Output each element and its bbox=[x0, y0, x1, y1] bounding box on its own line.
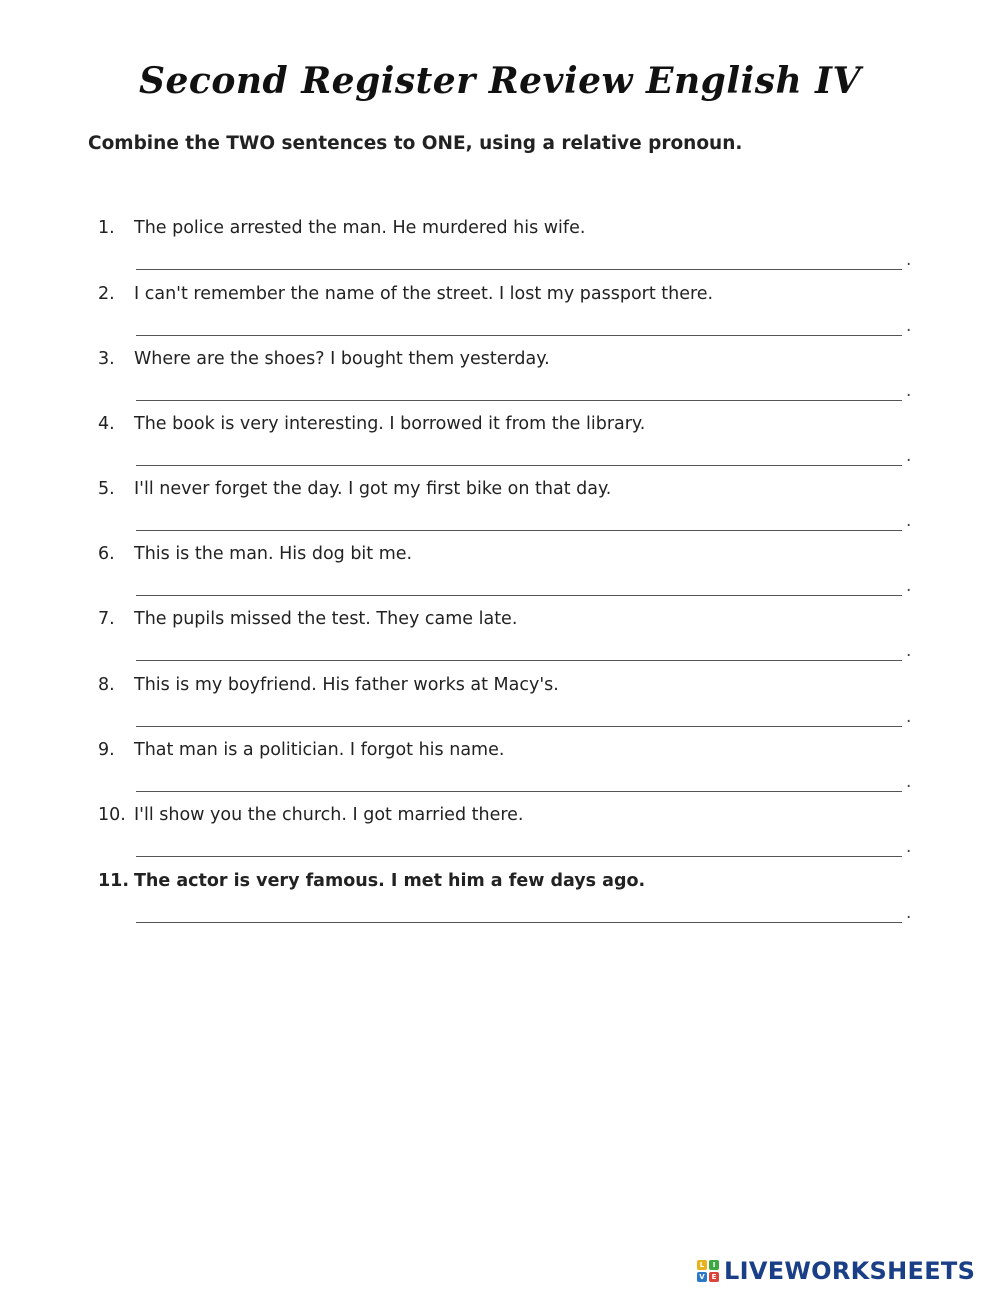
answer-input-11[interactable] bbox=[136, 893, 902, 923]
item-sentence: The pupils missed the test. They came late. bbox=[134, 609, 518, 629]
item-number: 4. bbox=[98, 414, 115, 434]
answer-period: . bbox=[906, 707, 912, 727]
answer-input-4[interactable] bbox=[136, 436, 902, 466]
item-number: 8. bbox=[98, 675, 115, 695]
item-number: 5. bbox=[98, 479, 115, 499]
item-number: 11. bbox=[98, 871, 130, 891]
item-sentence: I'll show you the church. I got married there. bbox=[134, 805, 524, 825]
answer-period: . bbox=[906, 576, 912, 596]
item-number: 1. bbox=[98, 218, 115, 238]
item-number: 10. bbox=[98, 805, 126, 825]
mark-letter-v: V bbox=[697, 1272, 707, 1282]
item-number: 2. bbox=[98, 284, 115, 304]
answer-period: . bbox=[906, 641, 912, 661]
item-sentence: This is my boyfriend. His father works at Macy's. bbox=[134, 675, 559, 695]
exercise-item-2 bbox=[0, 284, 1000, 350]
exercise-item-6 bbox=[0, 544, 1000, 610]
answer-period: . bbox=[906, 837, 912, 857]
answer-period: . bbox=[906, 316, 912, 336]
exercise-item-9 bbox=[0, 740, 1000, 806]
answer-input-5[interactable] bbox=[136, 501, 902, 531]
item-sentence: The actor is very famous. I met him a few days ago. bbox=[134, 871, 646, 891]
mark-letter-i: I bbox=[709, 1260, 719, 1270]
exercise-item-11 bbox=[0, 871, 1000, 937]
answer-period: . bbox=[906, 446, 912, 466]
mark-letter-e: E bbox=[709, 1272, 719, 1282]
item-sentence: Where are the shoes? I bought them yesterday. bbox=[134, 349, 550, 369]
exercise-item-1 bbox=[0, 218, 1000, 284]
item-sentence: I can't remember the name of the street. I lost my passport there. bbox=[134, 284, 714, 304]
item-number: 7. bbox=[98, 609, 115, 629]
answer-input-10[interactable] bbox=[136, 827, 902, 857]
item-sentence: That man is a politician. I forgot his name. bbox=[134, 740, 505, 760]
item-sentence: I'll never forget the day. I got my first bike on that day. bbox=[134, 479, 612, 499]
instructions: Combine the TWO sentences to ONE, using a relative pronoun. bbox=[88, 133, 743, 154]
item-number: 6. bbox=[98, 544, 115, 564]
liveworksheets-logo bbox=[697, 1256, 975, 1286]
answer-period: . bbox=[906, 511, 912, 531]
answer-period: . bbox=[906, 772, 912, 792]
answer-input-3[interactable] bbox=[136, 371, 902, 401]
exercise-item-3 bbox=[0, 349, 1000, 415]
answer-period: . bbox=[906, 903, 912, 923]
exercise-item-4 bbox=[0, 414, 1000, 480]
exercise-item-5 bbox=[0, 479, 1000, 545]
item-sentence: The book is very interesting. I borrowed it from the library. bbox=[134, 414, 646, 434]
answer-input-1[interactable] bbox=[136, 240, 902, 270]
answer-input-9[interactable] bbox=[136, 762, 902, 792]
answer-period: . bbox=[906, 250, 912, 270]
item-sentence: The police arrested the man. He murdered his wife. bbox=[134, 218, 586, 238]
answer-input-7[interactable] bbox=[136, 631, 902, 661]
exercise-item-10 bbox=[0, 805, 1000, 871]
mark-letter-l: L bbox=[697, 1260, 707, 1270]
brand-name: LIVEWORKSHEETS bbox=[724, 1257, 976, 1285]
answer-input-2[interactable] bbox=[136, 306, 902, 336]
item-sentence: This is the man. His dog bit me. bbox=[134, 544, 413, 564]
liveworksheets-mark-icon bbox=[697, 1260, 719, 1282]
item-number: 3. bbox=[98, 349, 115, 369]
exercise-item-7 bbox=[0, 609, 1000, 675]
answer-input-8[interactable] bbox=[136, 697, 902, 727]
answer-period: . bbox=[906, 381, 912, 401]
answer-input-6[interactable] bbox=[136, 566, 902, 596]
item-number: 9. bbox=[98, 740, 115, 760]
exercise-item-8 bbox=[0, 675, 1000, 741]
worksheet-title: Second Register Review English IV bbox=[139, 60, 861, 102]
